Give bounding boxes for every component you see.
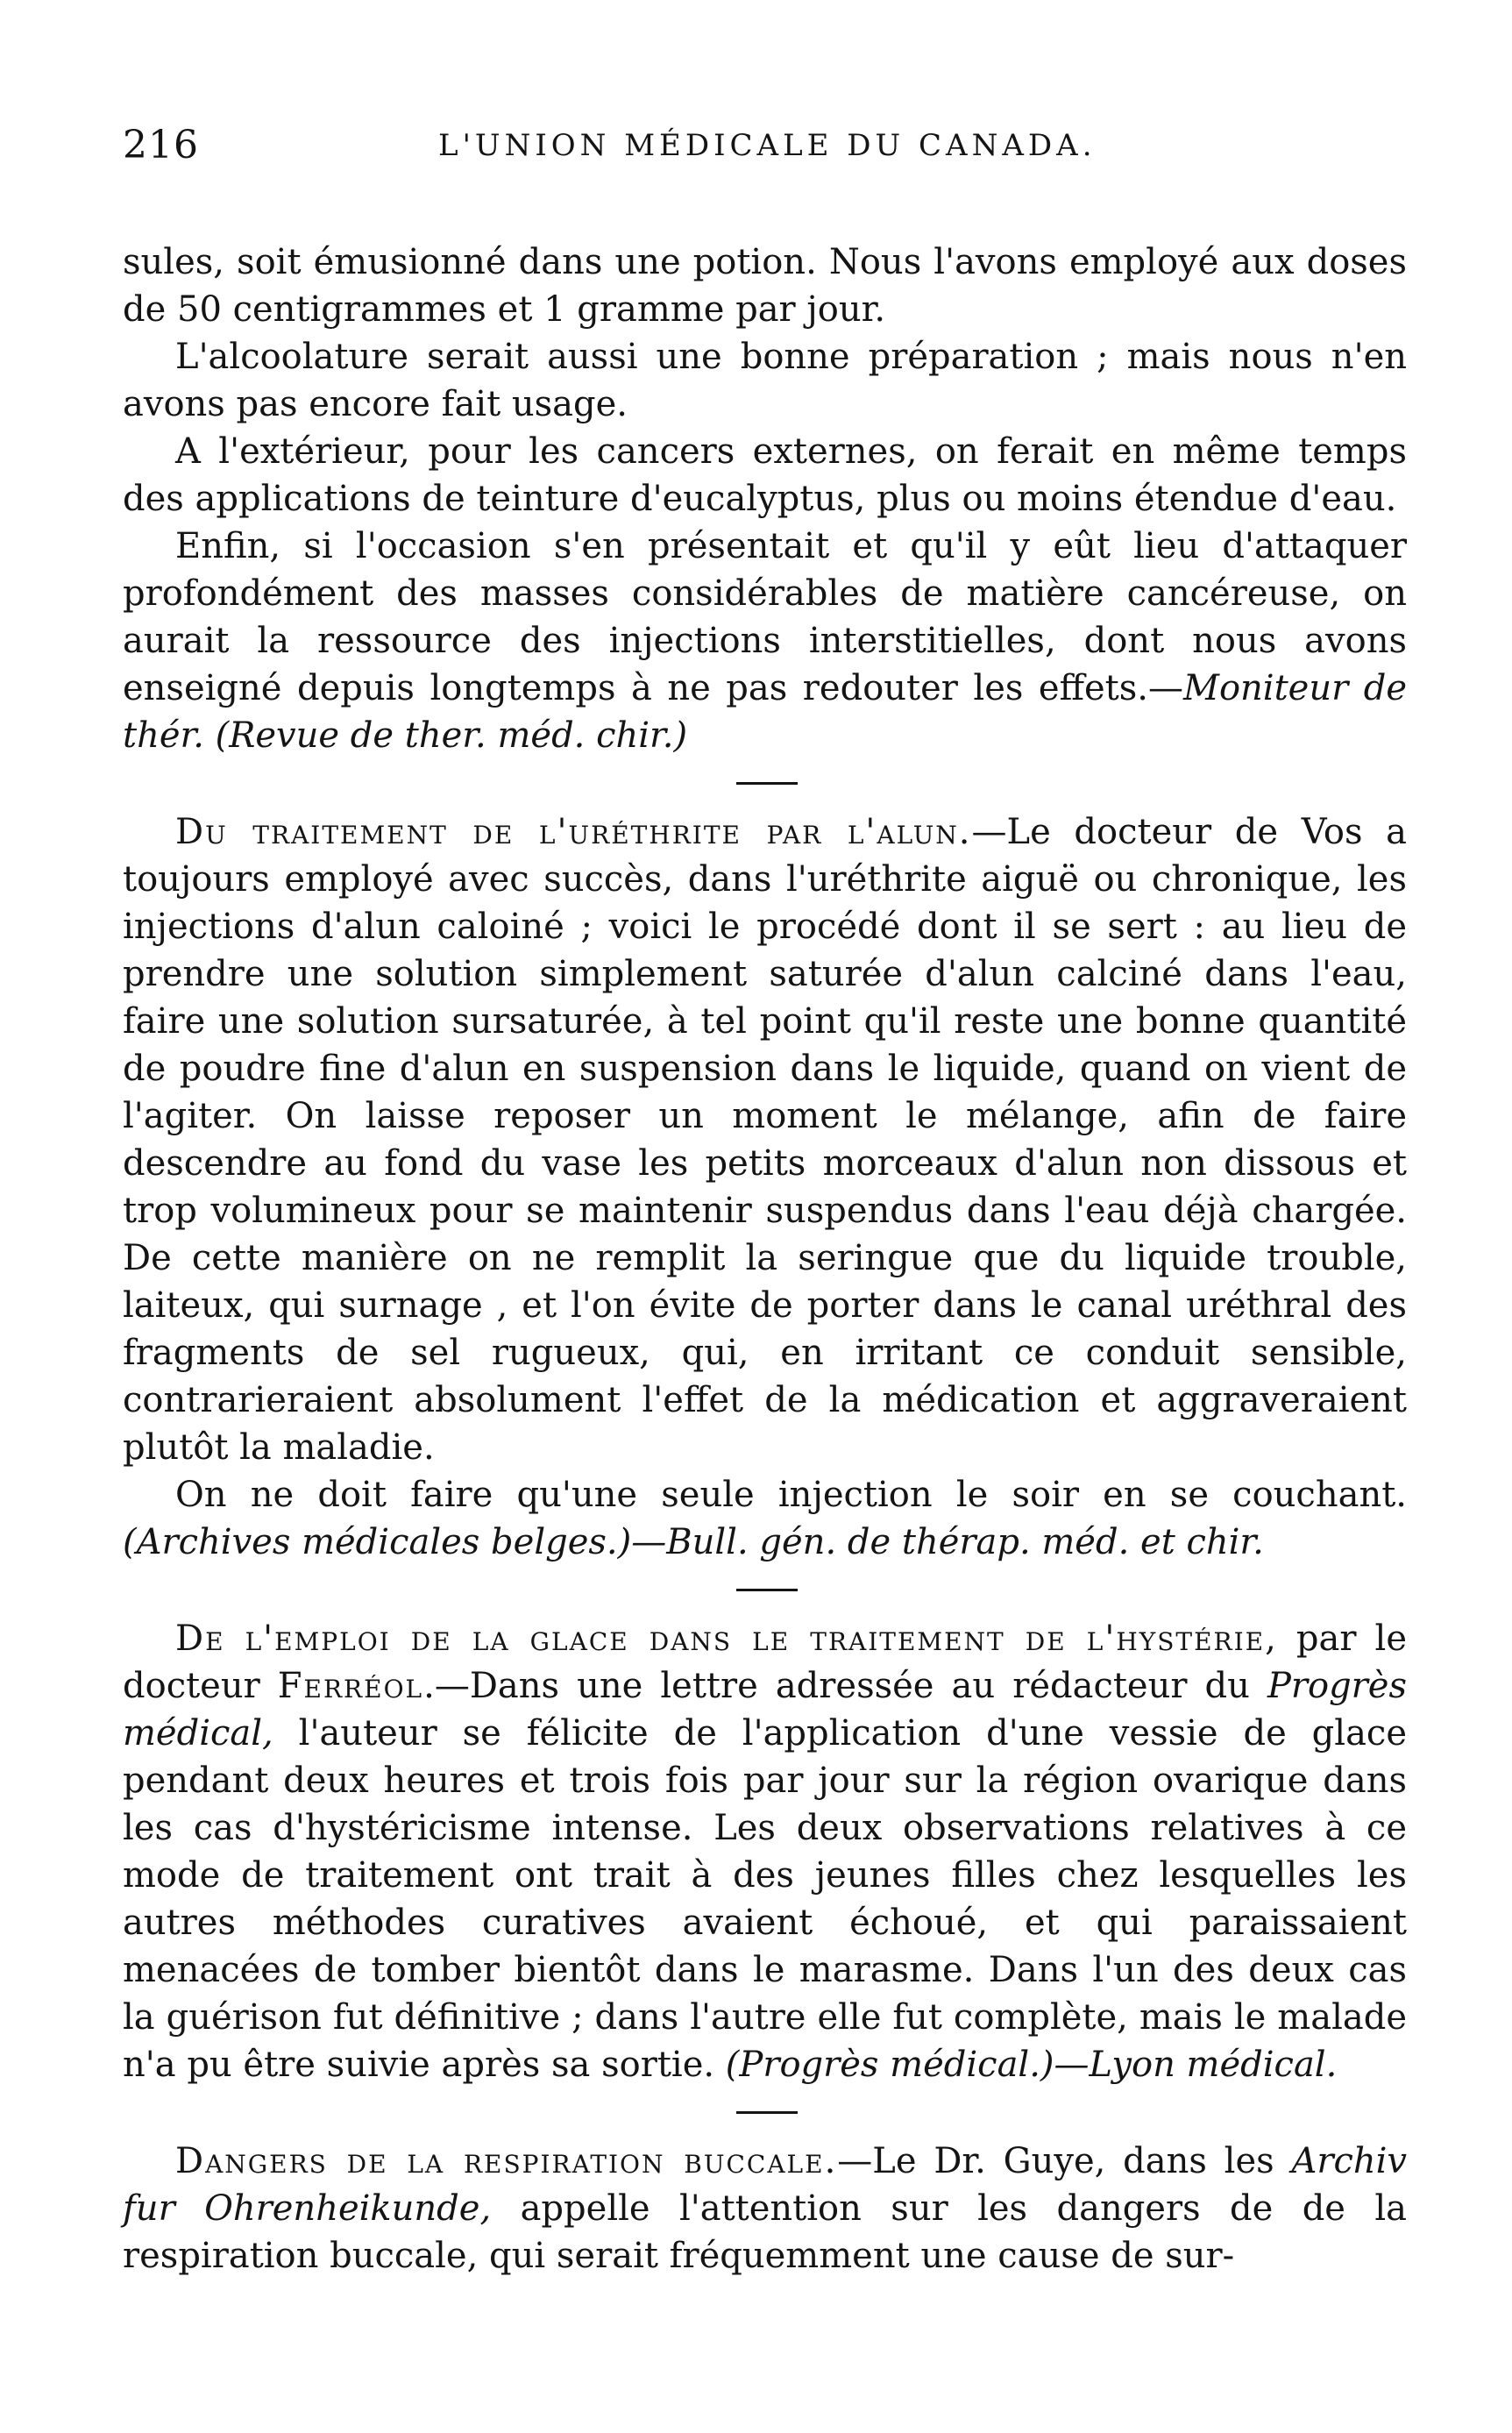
paragraph-text: Enfin, si l'occasion s'en présentait et qu'il y eût lieu d'attaquer profondément des masses considérables de matière cancéreuse, on aurait la ressource des injections interstitielles, dont nous avons enseigné depuis longtemps à ne pas redouter les effets.— — [123, 526, 1407, 708]
paragraph-text: —Le Dr. Guye, dans les — [837, 2141, 1292, 2181]
section-divider — [123, 759, 1407, 808]
paragraph-text: appelle l'attention sur les dangers de de la respiration buccale, qui serait fréquemment une cause de sur- — [123, 2188, 1408, 2276]
article-urethritis — [123, 808, 1407, 1566]
paragraph — [123, 1471, 1407, 1566]
paragraph-text: par le docteur — [123, 1618, 1408, 1706]
paragraph: sules, soit émusionné dans une potion. Nous l'avons employé aux doses de 50 centigrammes et 1 gramme par jour. — [123, 242, 1407, 330]
citation: (Progrès médical.)—Lyon médical. — [725, 2045, 1338, 2085]
paragraph — [123, 808, 1407, 1471]
paragraph — [123, 523, 1407, 759]
article-title: Du traitement de l'uréthrite par l'alun. — [175, 812, 972, 852]
article-mouth-breathing — [123, 2138, 1407, 2280]
running-head — [123, 123, 1407, 184]
paragraph — [123, 1615, 1407, 2088]
journal-name: Progrès médical, — [123, 1666, 1407, 1754]
article-eucalyptus-continued — [123, 238, 1407, 759]
journal-name: Archiv fur Ohrenheikunde, — [123, 2141, 1407, 2229]
author-name: Ferréol — [277, 1666, 424, 1706]
citation: Moniteur de thér. (Revue de ther. méd. chir.) — [123, 668, 1408, 756]
paragraph: A l'extérieur, pour les cancers externes, on ferait en même temps des applications de teinture d'eucalyptus, plus ou moins étendue d'eau. — [123, 431, 1407, 519]
section-divider — [123, 2088, 1407, 2138]
paragraph-text: .—Dans une lettre adressée au rédacteur du — [423, 1666, 1267, 1706]
page-number: 216 — [123, 123, 199, 167]
article-title: Dangers de la respiration buccale. — [175, 2141, 838, 2181]
section-divider — [123, 1566, 1407, 1615]
article-ice-hysteria — [123, 1615, 1407, 2088]
paragraph-text: —Le docteur de Vos a toujours employé avec succès, dans l'uréthrite aiguë ou chronique, les injections d'alun caloiné ; voici le procédé dont il se sert : au lieu de prendre une solution simplement saturée d'alun calciné dans l'eau, faire une solution sursaturée, à tel point qu'il reste une bonne quantité de poudre fine d'alun en suspension dans le liquide, quand on vient de l'agiter. On laisse reposer un moment le mélange, afin de faire descendre au fond du vase les petits morceaux d'alun non dissous et trop volumineux pour se maintenir suspendus dans l'eau déjà chargée. De cette manière on ne remplit la seringue que du liquide trouble, laiteux, qui surnage , et l'on évite de porter dans le canal uréthral des fragments de sel rugueux, qui, en irritant ce conduit sensible, contrarieraient absolument l'effet de la médication et aggraveraient plutôt la maladie. — [123, 812, 1408, 1468]
paragraph-text: l'auteur se félicite de l'application d'une vessie de glace pendant deux heures et trois fois par jour sur la région ovarique dans les cas d'hystéricisme intense. Les deux observations relatives à ce mode de traitement ont trait à des jeunes filles chez lesquelles les autres méthodes curatives avaient échoué, et qui paraissaient menacées de tomber bientôt dans le marasme. Dans l'un des deux cas la guérison fut définitive ; dans l'autre elle fut complète, mais le malade n'a pu être suivie après sa sortie. — [123, 1713, 1407, 2085]
paragraph — [123, 2138, 1407, 2280]
paragraph-text: On ne doit faire qu'une seule injection le soir en se couchant. — [175, 1475, 1407, 1515]
journal-title: L'UNION MÉDICALE DU CANADA. — [438, 128, 1097, 163]
citation: (Archives médicales belges.)—Bull. gén. de thérap. méd. et chir. — [123, 1522, 1264, 1562]
article-title: De l'emploi de la glace dans le traitement de l'hystérie, — [175, 1618, 1278, 1659]
paragraph: L'alcoolature serait aussi une bonne préparation ; mais nous n'en avons pas encore fait usage. — [123, 337, 1407, 424]
